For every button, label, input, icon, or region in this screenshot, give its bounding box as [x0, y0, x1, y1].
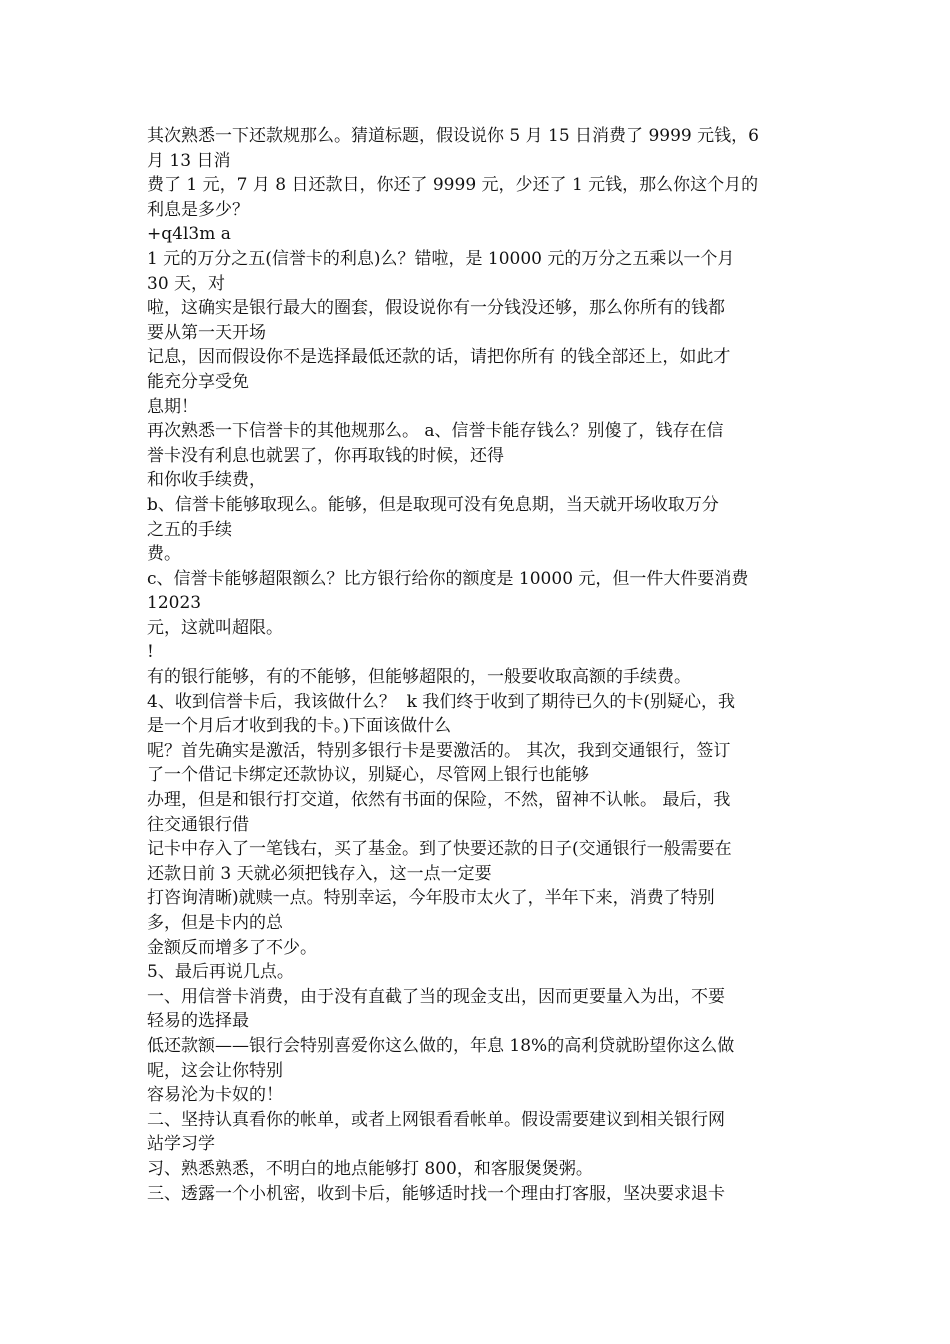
document-text-line: 费了 1 元，7 月 8 日还款日，你还了 9999 元，少还了 1 元钱，那么你这个月的: [147, 175, 759, 196]
document-text-line: 记息，因而假设你不是选择最低还款的话，请把你所有 的钱全部还上，如此才: [147, 347, 731, 368]
document-text-line: 5、最后再说几点。: [147, 962, 294, 983]
document-text-line: 能充分享受免: [147, 371, 249, 392]
document-text-line: 了一个借记卡绑定还款协议，别疑心，尽管网上银行也能够: [147, 765, 589, 786]
document-text-line: 轻易的选择最: [147, 1011, 249, 1032]
document-text-line: 往交通银行借: [147, 814, 249, 835]
document-text-line: 啦，这确实是银行最大的圈套，假设说你有一分钱没还够，那么你所有的钱都: [147, 298, 725, 319]
document-text-line: 和你收手续费，: [147, 470, 266, 491]
document-text-line: 30 天，对: [147, 273, 226, 294]
document-text-line: 是一个月后才收到我的卡。)下面该做什么: [147, 716, 452, 737]
document-text-line: 呢，这会让你特别: [147, 1060, 283, 1081]
document-text-line: 站学习学: [147, 1134, 215, 1155]
document-text-line: !: [147, 642, 154, 663]
document-text-line: 记卡中存入了一笔钱右，买了基金。到了快要还款的日子(交通银行一般需要在: [147, 839, 732, 860]
document-text-line: 月 13 日消: [147, 150, 231, 171]
document-text-line: 一、用信誉卡消费，由于没有直截了当的现金支出，因而更要量入为出，不要: [147, 986, 725, 1007]
document-text-line: 之五的手续: [147, 519, 232, 540]
document-text-line: 费。: [147, 544, 181, 565]
document-text-line: 打咨询清晰)就赎一点。特别幸运，今年股市太火了，半年下来，消费了特别: [147, 888, 715, 909]
document-text-line: 要从第一天开场: [147, 322, 266, 343]
document-text-line: c、信誉卡能够超限额么？比方银行给你的额度是 10000 元，但一件大件要消费: [147, 568, 749, 589]
document-text-line: 办理，但是和银行打交道，依然有书面的保险，不然，留神不认帐。 最后，我: [147, 790, 731, 811]
document-text-line: 呢？首先确实是激活，特别多银行卡是要激活的。 其次，我到交通银行，签订: [147, 740, 731, 761]
document-text-line: 其次熟悉一下还款规那么。猜道标题，假设说你 5 月 15 日消费了 9999 元钱，6: [147, 126, 759, 146]
document-text-line: 还款日前 3 天就必须把钱存入，这一点一定要: [147, 863, 492, 884]
document-text-line: b、信誉卡能够取现么。能够，但是取现可没有免息期，当天就开场收取万分: [147, 494, 719, 515]
document-text-line: 1 元的万分之五(信誉卡的利息)么？错啦，是 10000 元的万分之五乘以一个月: [147, 248, 735, 269]
document-text-line: 誉卡没有利息也就罢了，你再取钱的时候，还得: [147, 445, 504, 466]
document-text-line: 二、坚持认真看你的帐单，或者上网银看看帐单。假设需要建议到相关银行网: [147, 1109, 725, 1130]
document-text-line: 元，这就叫超限。: [147, 617, 283, 638]
document-text-line: 三、透露一个小机密，收到卡后，能够适时找一个理由打客服，坚决要求退卡: [147, 1183, 725, 1204]
document-text-line: 容易沦为卡奴的！: [147, 1085, 283, 1106]
document-text-line: 12023: [147, 593, 202, 614]
document-text-line: 多，但是卡内的总: [147, 913, 283, 933]
document-text-line: 习、熟悉熟悉，不明白的地点能够打 800，和客服煲煲粥。: [147, 1158, 593, 1179]
document-text-line: +q4l3m a: [147, 224, 231, 245]
document-body: [147, 124, 807, 1206]
document-text-line: 息期！: [147, 396, 198, 417]
document-text-line: 金额反而增多了不少。: [147, 937, 317, 958]
document-text-line: 4、收到信誉卡后，我该做什么？ k 我们终于收到了期待已久的卡(别疑心，我: [147, 691, 735, 712]
document-text-line: 再次熟悉一下信誉卡的其他规那么。 a、信誉卡能存钱么？别傻了，钱存在信: [147, 421, 724, 442]
document-text-line: 利息是多少？: [147, 199, 249, 220]
document-text-line: 低还款额——银行会特别喜爱你这么做的，年息 18%的高利贷就盼望你这么做: [147, 1035, 735, 1056]
document-text-line: 有的银行能够，有的不能够，但能够超限的，一般要收取高额的手续费。: [147, 667, 691, 688]
